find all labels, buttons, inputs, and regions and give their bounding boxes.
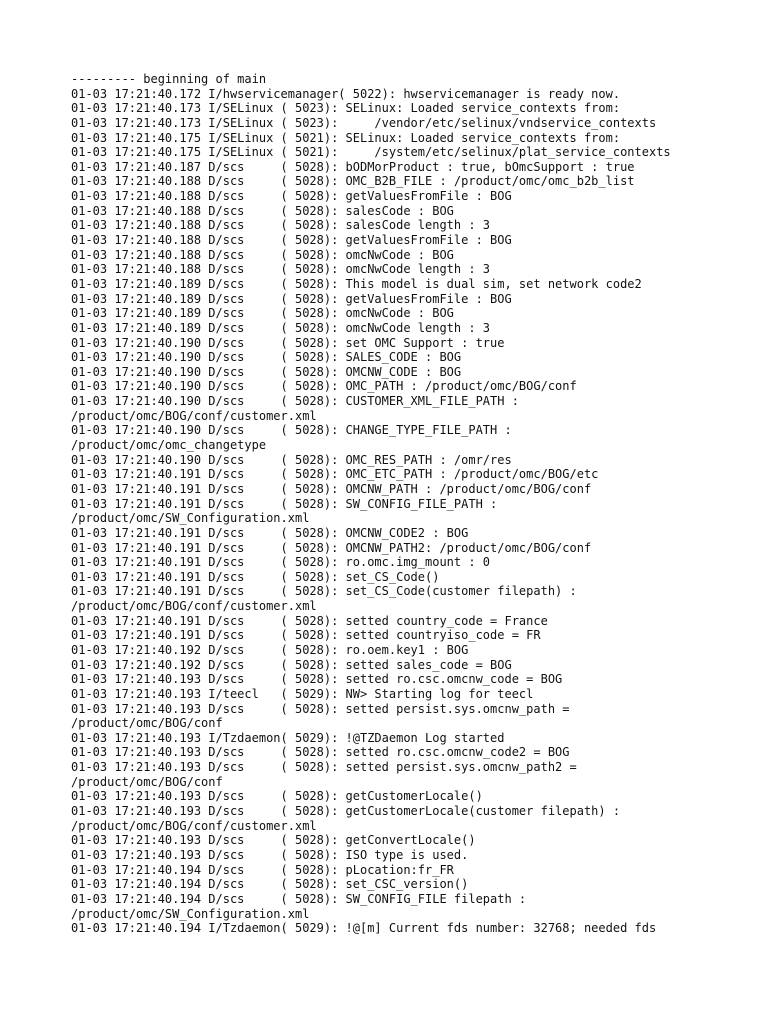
log-line: /product/omc/BOG/conf — [71, 774, 223, 789]
log-line: /product/omc/BOG/conf/customer.xml — [71, 599, 317, 614]
log-output — [71, 72, 768, 936]
log-line: 01-03 17:21:40.190 D/scs ( 5028): OMC_PATH : /product/omc/BOG/conf — [71, 379, 577, 394]
log-line: 01-03 17:21:40.192 D/scs ( 5028): ro.oem.key1 : BOG — [71, 642, 469, 657]
log-line: 01-03 17:21:40.194 D/scs ( 5028): pLocation:fr_FR — [71, 862, 454, 877]
log-line: 01-03 17:21:40.175 I/SELinux ( 5021): SELinux: Loaded service_contexts from: — [71, 130, 621, 145]
log-line: 01-03 17:21:40.173 I/SELinux ( 5023): SELinux: Loaded service_contexts from: — [71, 101, 621, 116]
log-line: 01-03 17:21:40.193 D/scs ( 5028): getCustomerLocale(customer filepath) : — [71, 804, 621, 819]
log-line: 01-03 17:21:40.193 I/teecl ( 5029): NW> Starting log for teecl — [71, 686, 534, 701]
log-line: /product/omc/omc_changetype — [71, 438, 267, 453]
log-line: 01-03 17:21:40.193 I/Tzdaemon( 5029): !@TZDaemon Log started — [71, 730, 505, 745]
log-line: 01-03 17:21:40.188 D/scs ( 5028): salesCode : BOG — [71, 203, 454, 218]
log-line: 01-03 17:21:40.189 D/scs ( 5028): This model is dual sim, set network code2 — [71, 276, 642, 291]
log-line: 01-03 17:21:40.191 D/scs ( 5028): OMCNW_PATH2: /product/omc/BOG/conf — [71, 540, 592, 555]
log-line: 01-03 17:21:40.188 D/scs ( 5028): omcNwCode : BOG — [71, 247, 454, 262]
log-line: /product/omc/BOG/conf/customer.xml — [71, 818, 317, 833]
log-line: 01-03 17:21:40.192 D/scs ( 5028): setted sales_code = BOG — [71, 657, 512, 672]
log-line: 01-03 17:21:40.190 D/scs ( 5028): set OMC Support : true — [71, 335, 505, 350]
log-line: 01-03 17:21:40.191 D/scs ( 5028): set_CS_Code(customer filepath) : — [71, 584, 577, 599]
log-line: 01-03 17:21:40.191 D/scs ( 5028): OMC_ETC_PATH : /product/omc/BOG/etc — [71, 467, 599, 482]
log-line: 01-03 17:21:40.173 I/SELinux ( 5023): /vendor/etc/selinux/vndservice_contexts — [71, 115, 657, 130]
log-line: 01-03 17:21:40.193 D/scs ( 5028): setted persist.sys.omcnw_path2 = — [71, 760, 577, 775]
log-line: 01-03 17:21:40.191 D/scs ( 5028): ro.omc.img_mount : 0 — [71, 555, 491, 570]
log-line: 01-03 17:21:40.189 D/scs ( 5028): omcNwCode length : 3 — [71, 320, 491, 335]
log-line: 01-03 17:21:40.193 D/scs ( 5028): setted persist.sys.omcnw_path = — [71, 701, 570, 716]
log-line: 01-03 17:21:40.172 I/hwservicemanager( 5022): hwservicemanager is ready now. — [71, 86, 621, 101]
log-line: 01-03 17:21:40.188 D/scs ( 5028): omcNwCode length : 3 — [71, 262, 491, 277]
log-line: 01-03 17:21:40.191 D/scs ( 5028): setted country_code = France — [71, 613, 548, 628]
log-line: 01-03 17:21:40.194 I/Tzdaemon( 5029): !@[m] Current fds number: 32768; needed fds — [71, 921, 657, 936]
log-line: 01-03 17:21:40.188 D/scs ( 5028): salesCode length : 3 — [71, 218, 491, 233]
log-line: 01-03 17:21:40.175 I/SELinux ( 5021): /system/etc/selinux/plat_service_contexts — [71, 145, 671, 160]
log-line: 01-03 17:21:40.188 D/scs ( 5028): OMC_B2B_FILE : /product/omc/omc_b2b_list — [71, 174, 635, 189]
log-line: 01-03 17:21:40.187 D/scs ( 5028): bODMorProduct : true, bOmcSupport : true — [71, 159, 635, 174]
log-line: --------- beginning of main — [71, 72, 267, 86]
log-line: 01-03 17:21:40.190 D/scs ( 5028): CHANGE_TYPE_FILE_PATH : — [71, 423, 512, 438]
log-line: /product/omc/SW_Configuration.xml — [71, 511, 310, 526]
log-line: /product/omc/BOG/conf/customer.xml — [71, 408, 317, 423]
log-line: 01-03 17:21:40.191 D/scs ( 5028): setted countryiso_code = FR — [71, 628, 541, 643]
log-line: 01-03 17:21:40.191 D/scs ( 5028): set_CS_Code() — [71, 569, 440, 584]
log-line: 01-03 17:21:40.189 D/scs ( 5028): getValuesFromFile : BOG — [71, 291, 512, 306]
log-line: 01-03 17:21:40.188 D/scs ( 5028): getValuesFromFile : BOG — [71, 233, 512, 248]
log-line: 01-03 17:21:40.190 D/scs ( 5028): OMCNW_CODE : BOG — [71, 364, 462, 379]
log-line: /product/omc/SW_Configuration.xml — [71, 906, 310, 921]
log-line: 01-03 17:21:40.193 D/scs ( 5028): ISO type is used. — [71, 847, 469, 862]
log-line: 01-03 17:21:40.193 D/scs ( 5028): setted ro.csc.omcnw_code = BOG — [71, 672, 563, 687]
log-line: 01-03 17:21:40.191 D/scs ( 5028): OMCNW_PATH : /product/omc/BOG/conf — [71, 481, 592, 496]
log-line: 01-03 17:21:40.194 D/scs ( 5028): SW_CONFIG_FILE filepath : — [71, 891, 527, 906]
log-line: 01-03 17:21:40.190 D/scs ( 5028): OMC_RES_PATH : /omr/res — [71, 452, 512, 467]
log-line: 01-03 17:21:40.190 D/scs ( 5028): SALES_CODE : BOG — [71, 350, 462, 365]
log-line: 01-03 17:21:40.193 D/scs ( 5028): setted ro.csc.omcnw_code2 = BOG — [71, 745, 570, 760]
log-line: 01-03 17:21:40.188 D/scs ( 5028): getValuesFromFile : BOG — [71, 189, 512, 204]
log-line: 01-03 17:21:40.189 D/scs ( 5028): omcNwCode : BOG — [71, 306, 454, 321]
log-line: 01-03 17:21:40.191 D/scs ( 5028): SW_CONFIG_FILE_PATH : — [71, 496, 498, 511]
log-line: 01-03 17:21:40.194 D/scs ( 5028): set_CSC_version() — [71, 877, 469, 892]
log-line: 01-03 17:21:40.193 D/scs ( 5028): getCustomerLocale() — [71, 789, 483, 804]
log-line: 01-03 17:21:40.191 D/scs ( 5028): OMCNW_CODE2 : BOG — [71, 525, 469, 540]
log-line: 01-03 17:21:40.193 D/scs ( 5028): getConvertLocale() — [71, 833, 476, 848]
log-line: /product/omc/BOG/conf — [71, 716, 223, 731]
log-line: 01-03 17:21:40.190 D/scs ( 5028): CUSTOMER_XML_FILE_PATH : — [71, 394, 519, 409]
